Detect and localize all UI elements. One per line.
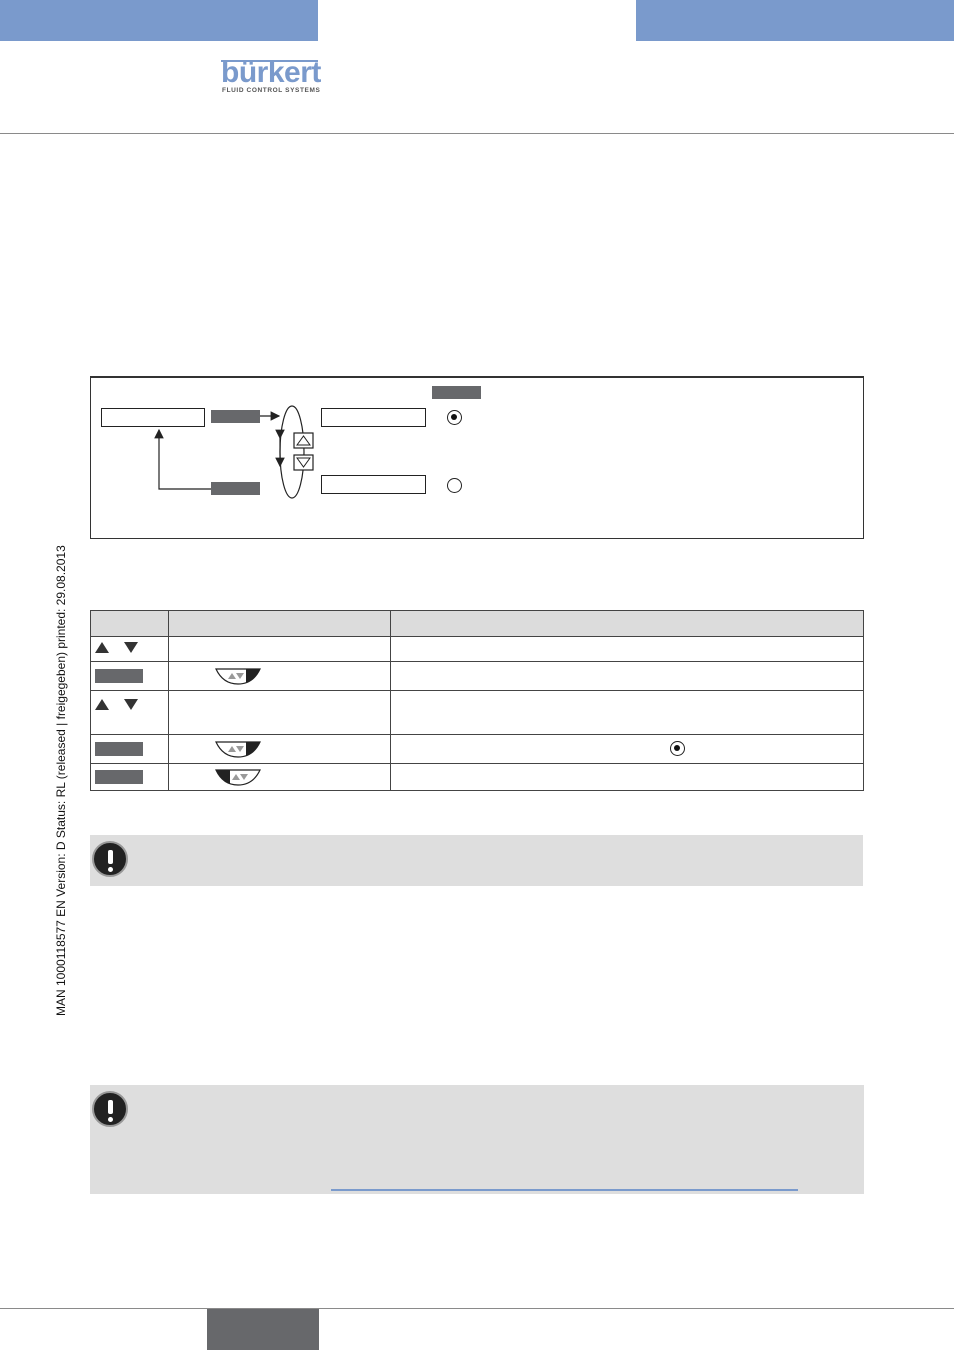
softkey-icon xyxy=(95,742,143,756)
footer-divider xyxy=(0,1308,954,1309)
softkey-icon xyxy=(95,669,143,683)
hyperlink-underline[interactable] xyxy=(331,1189,798,1191)
key-pad-right-icon xyxy=(215,740,261,758)
note-box xyxy=(90,1085,864,1194)
warning-icon xyxy=(92,1091,128,1127)
key-pad-left-icon xyxy=(215,768,261,786)
arrow-up-icon xyxy=(95,699,109,710)
arrow-down-icon xyxy=(124,642,138,653)
table-header-row xyxy=(91,611,864,637)
warning-icon xyxy=(92,841,128,877)
brand-logo: bürkert xyxy=(221,56,321,89)
page-number-tab xyxy=(207,1309,319,1350)
radio-selected-icon xyxy=(670,741,685,756)
arrow-up-icon xyxy=(95,642,109,653)
diagram-connectors xyxy=(91,378,863,538)
table-row xyxy=(91,735,864,764)
arrow-down-icon xyxy=(124,699,138,710)
operation-table xyxy=(90,610,864,791)
header-divider xyxy=(0,133,954,134)
note-box xyxy=(90,835,863,886)
document-info-vertical: MAN 1000118577 EN Version: D Status: RL (released | freigegeben) printed: 29.08.2013 xyxy=(54,545,68,1016)
table-row xyxy=(91,662,864,691)
table-row xyxy=(91,764,864,791)
brand-tagline: FLUID CONTROL SYSTEMS xyxy=(222,87,321,94)
softkey-icon xyxy=(95,770,143,784)
menu-diagram xyxy=(90,376,864,539)
table-row xyxy=(91,637,864,662)
table-row xyxy=(91,691,864,735)
header-bar-left xyxy=(0,0,318,41)
header-bar-right xyxy=(636,0,954,41)
key-pad-right-icon xyxy=(215,667,261,685)
